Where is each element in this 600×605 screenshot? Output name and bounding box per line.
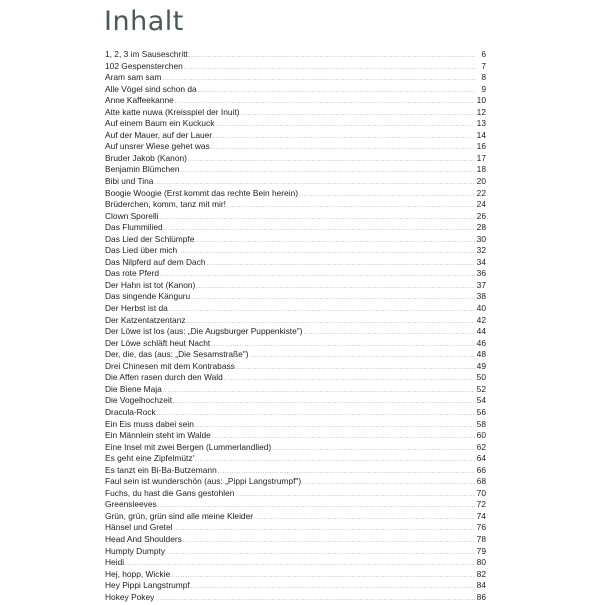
toc-entry-title: Atte katte nuwa (Kreisspiel der Inuit) [105, 106, 240, 117]
toc-entry[interactable] [105, 338, 486, 350]
toc-entry-title: Das Lied der Schlümpfe [105, 233, 195, 244]
toc-entry-page: 64 [476, 453, 486, 464]
dot-leader [164, 224, 475, 236]
toc-entry-page: 34 [476, 256, 486, 267]
toc-entry-page: 20 [476, 176, 486, 187]
toc-entry[interactable] [105, 453, 486, 465]
toc-entry-page: 56 [476, 406, 486, 417]
toc-entry[interactable] [105, 442, 486, 454]
toc-entry-page: 7 [481, 60, 486, 71]
toc-entry-title: Auf unsrer Wiese gehet was [105, 141, 210, 152]
toc-entry-title: Das Flummilied [105, 222, 163, 233]
toc-entry-page: 62 [476, 441, 486, 452]
toc-entry-title: Alle Vögel sind schon da [105, 83, 197, 94]
toc-entry-title: Die Vogelhochzeit [105, 395, 173, 406]
toc-entry[interactable] [105, 372, 486, 384]
toc-entry[interactable] [105, 118, 486, 130]
toc-entry[interactable] [105, 107, 486, 119]
toc-entry[interactable] [105, 130, 486, 142]
dot-leader [184, 63, 475, 75]
toc-entry[interactable] [105, 557, 486, 569]
dot-leader [169, 305, 475, 317]
toc-entry-page: 9 [481, 83, 486, 94]
dot-leader [195, 236, 475, 248]
toc-entry[interactable] [105, 211, 486, 223]
toc-entry[interactable] [105, 511, 486, 523]
dot-leader [224, 374, 475, 386]
dot-leader [171, 571, 475, 583]
dot-leader [166, 548, 475, 560]
toc-entry-title: Der Katzentatzentanz [105, 314, 186, 325]
page-title: Inhalt [104, 6, 184, 37]
toc-entry-title: Hänsel und Gretel [105, 522, 173, 533]
toc-entry[interactable] [105, 395, 486, 407]
toc-entry-page: 76 [476, 522, 486, 533]
toc-entry-page: 60 [476, 430, 486, 441]
toc-entry-page: 68 [476, 476, 486, 487]
toc-entry-page: 32 [476, 245, 486, 256]
toc-entry[interactable] [105, 199, 486, 211]
dot-leader [236, 363, 475, 375]
toc-entry-title: Es geht eine Zipfelmütz' [105, 453, 195, 464]
toc-entry-title: Head And Shoulders [105, 533, 182, 544]
toc-entry-title: Auf einem Baum ein Kuckuck [105, 118, 215, 129]
toc-entry-title: Benjamin Blümchen [105, 164, 180, 175]
dot-leader [189, 51, 475, 63]
dot-leader [195, 455, 475, 467]
toc-entry[interactable] [105, 315, 486, 327]
dot-leader [163, 386, 475, 398]
toc-entry-page: 22 [476, 187, 486, 198]
toc-entry[interactable] [105, 61, 486, 73]
toc-entry-page: 54 [476, 395, 486, 406]
toc-entry-title: Das Nilpferd auf dem Dach [105, 256, 206, 267]
toc-entry-page: 26 [476, 210, 486, 221]
dot-leader [191, 582, 475, 594]
toc-entry[interactable] [105, 499, 486, 511]
toc-entry-page: 24 [476, 199, 486, 210]
toc-entry[interactable] [105, 488, 486, 500]
toc-entry[interactable] [105, 580, 486, 592]
toc-entry-page: 44 [476, 326, 486, 337]
toc-entry-title: Boogie Woogie (Erst kommt das rechte Bein herein) [105, 187, 299, 198]
toc-entry-title: Auf der Mauer, auf der Lauer [105, 129, 213, 140]
toc-entry[interactable] [105, 257, 486, 269]
toc-entry-title: Das singende Känguru [105, 291, 191, 302]
toc-entry[interactable] [105, 72, 486, 84]
toc-entry[interactable] [105, 153, 486, 165]
toc-entry[interactable] [105, 476, 486, 488]
toc-entry[interactable] [105, 164, 486, 176]
toc-entry-title: Greensleeves [105, 499, 157, 510]
toc-entry-title: Der Löwe ist los (aus: „Die Augsburger Puppenkiste") [105, 326, 303, 337]
toc-entry-title: Das Lied über mich [105, 245, 178, 256]
toc-entry-page: 66 [476, 464, 486, 475]
toc-entry-page: 8 [481, 72, 486, 83]
toc-entry-page: 30 [476, 233, 486, 244]
toc-entry-title: Die Biene Maja [105, 383, 162, 394]
toc-entry-page: 74 [476, 510, 486, 521]
toc-entry-title: Der Herbst ist da [105, 303, 168, 314]
toc-entry-title: Bruder Jakob (Kanon) [105, 152, 187, 163]
dot-leader [215, 120, 475, 132]
toc-entry-page: 17 [476, 152, 486, 163]
toc-entry-page: 80 [476, 557, 486, 568]
toc-entry[interactable] [105, 188, 486, 200]
toc-entry-title: Hey Pippi Langstrumpf [105, 580, 190, 591]
dot-leader [227, 201, 475, 213]
toc-entry-page: 50 [476, 372, 486, 383]
toc-entry[interactable] [105, 419, 486, 431]
toc-entry[interactable] [105, 95, 486, 107]
dot-leader [180, 166, 475, 178]
toc-entry[interactable] [105, 222, 486, 234]
dot-leader [173, 397, 475, 409]
dot-leader [302, 478, 475, 490]
toc-entry[interactable] [105, 349, 486, 361]
dot-leader [162, 74, 475, 86]
toc-entry[interactable] [105, 291, 486, 303]
toc-entry[interactable] [105, 534, 486, 546]
toc-entry[interactable] [105, 361, 486, 373]
toc-entry-page: 48 [476, 349, 486, 360]
toc-entry-page: 14 [476, 129, 486, 140]
toc-entry[interactable] [105, 176, 486, 188]
toc-entry-title: Fuchs, du hast die Gans gestohlen [105, 487, 235, 498]
dot-leader [195, 421, 475, 433]
toc-entry[interactable] [105, 407, 486, 419]
toc-entry-page: 38 [476, 291, 486, 302]
toc-entry[interactable] [105, 245, 486, 257]
dot-leader [272, 444, 475, 456]
toc-entry[interactable] [105, 569, 486, 581]
toc-entry-title: Der, die, das (aus: „Die Sesamstraße") [105, 349, 249, 360]
dot-leader [198, 86, 475, 98]
toc-entry-page: 46 [476, 337, 486, 348]
toc-entry[interactable] [105, 234, 486, 246]
dot-leader [207, 259, 475, 271]
dot-leader [304, 328, 475, 340]
toc-entry-title: Ein Männlein steht im Walde [105, 430, 211, 441]
toc-entry-title: Grün, grün, grün sind alle meine Kleider [105, 510, 254, 521]
toc-list [105, 49, 486, 603]
dot-leader [241, 109, 475, 121]
toc-entry-title: Drei Chinesen mit dem Kontrabass [105, 360, 235, 371]
toc-entry[interactable] [105, 465, 486, 477]
dot-leader [155, 594, 475, 605]
toc-entry[interactable] [105, 384, 486, 396]
toc-entry[interactable] [105, 303, 486, 315]
dot-leader [250, 351, 475, 363]
toc-entry-page: 10 [476, 95, 486, 106]
dot-leader [188, 155, 475, 167]
dot-leader [254, 513, 475, 525]
toc-entry[interactable] [105, 268, 486, 280]
toc-entry-page: 28 [476, 222, 486, 233]
toc-entry-page: 72 [476, 499, 486, 510]
dot-leader [211, 340, 475, 352]
toc-entry-page: 16 [476, 141, 486, 152]
toc-entry[interactable] [105, 592, 486, 604]
toc-entry-title: Der Löwe schläft heut Nacht [105, 337, 211, 348]
toc-entry-title: Es tanzt ein Bi-Ba-Butzemann [105, 464, 217, 475]
dot-leader [235, 490, 475, 502]
toc-entry-page: 42 [476, 314, 486, 325]
dot-leader [183, 536, 475, 548]
toc-entry-title: Brüderchen, komm, tanz mit mir! [105, 199, 227, 210]
dot-leader [160, 213, 475, 225]
dot-leader [213, 132, 475, 144]
toc-entry[interactable] [105, 522, 486, 534]
toc-entry-page: 13 [476, 118, 486, 129]
toc-entry-title: 1, 2, 3 im Sauseschritt [105, 49, 188, 59]
toc-entry-title: Faul sein ist wunderschön (aus: „Pippi Langstrumpf") [105, 476, 302, 487]
dot-leader [191, 293, 475, 305]
dot-leader [196, 282, 475, 294]
toc-entry-title: Bibi und Tina [105, 176, 154, 187]
toc-entry-title: Eine Insel mit zwei Bergen (Lummerlandlied) [105, 441, 272, 452]
toc-entry-page: 52 [476, 383, 486, 394]
toc-entry-page: 86 [476, 591, 486, 602]
toc-entry-page: 36 [476, 268, 486, 279]
toc-entry[interactable] [105, 546, 486, 558]
toc-entry-title: Ein Eis muss dabei sein [105, 418, 194, 429]
toc-entry-title: Clown Sporelli [105, 210, 159, 221]
toc-entry-title: Das rote Pferd [105, 268, 159, 279]
dot-leader [178, 247, 475, 259]
toc-entry-page: 58 [476, 418, 486, 429]
dot-leader [157, 409, 475, 421]
toc-entry-title: Aram sam sam [105, 72, 162, 83]
toc-entry-page: 6 [481, 49, 486, 59]
toc-entry-page: 18 [476, 164, 486, 175]
dot-leader [125, 559, 475, 571]
toc-entry-page: 79 [476, 545, 486, 556]
toc-entry-page: 78 [476, 533, 486, 544]
toc-entry-title: Heidi [105, 557, 125, 568]
toc-entry-page: 40 [476, 303, 486, 314]
toc-entry[interactable] [105, 84, 486, 96]
toc-entry-title: Der Hahn ist tot (Kanon) [105, 279, 196, 290]
toc-entry[interactable] [105, 49, 486, 61]
toc-entry-title: Hej, hopp, Wickie [105, 568, 171, 579]
toc-entry[interactable] [105, 326, 486, 338]
dot-leader [299, 190, 475, 202]
toc-entry-page: 49 [476, 360, 486, 371]
toc-entry-page: 84 [476, 580, 486, 591]
toc-entry[interactable] [105, 141, 486, 153]
dot-leader [160, 270, 475, 282]
dot-leader [211, 143, 475, 155]
toc-entry-title: Die Affen rasen durch den Wald [105, 372, 223, 383]
toc-entry-page: 70 [476, 487, 486, 498]
toc-entry[interactable] [105, 280, 486, 292]
toc-entry-page: 82 [476, 568, 486, 579]
toc-entry-title: Hokey Pokey [105, 591, 155, 602]
toc-entry-page: 37 [476, 279, 486, 290]
toc-entry-title: Dracula-Rock [105, 406, 156, 417]
toc-entry-title: Anne Kaffeekanne [105, 95, 174, 106]
toc-entry-title: 102 Gespensterchen [105, 60, 183, 71]
toc-entry-page: 12 [476, 106, 486, 117]
toc-entry-title: Humpty Dumpty [105, 545, 166, 556]
toc-entry[interactable] [105, 430, 486, 442]
dot-leader [174, 524, 475, 536]
